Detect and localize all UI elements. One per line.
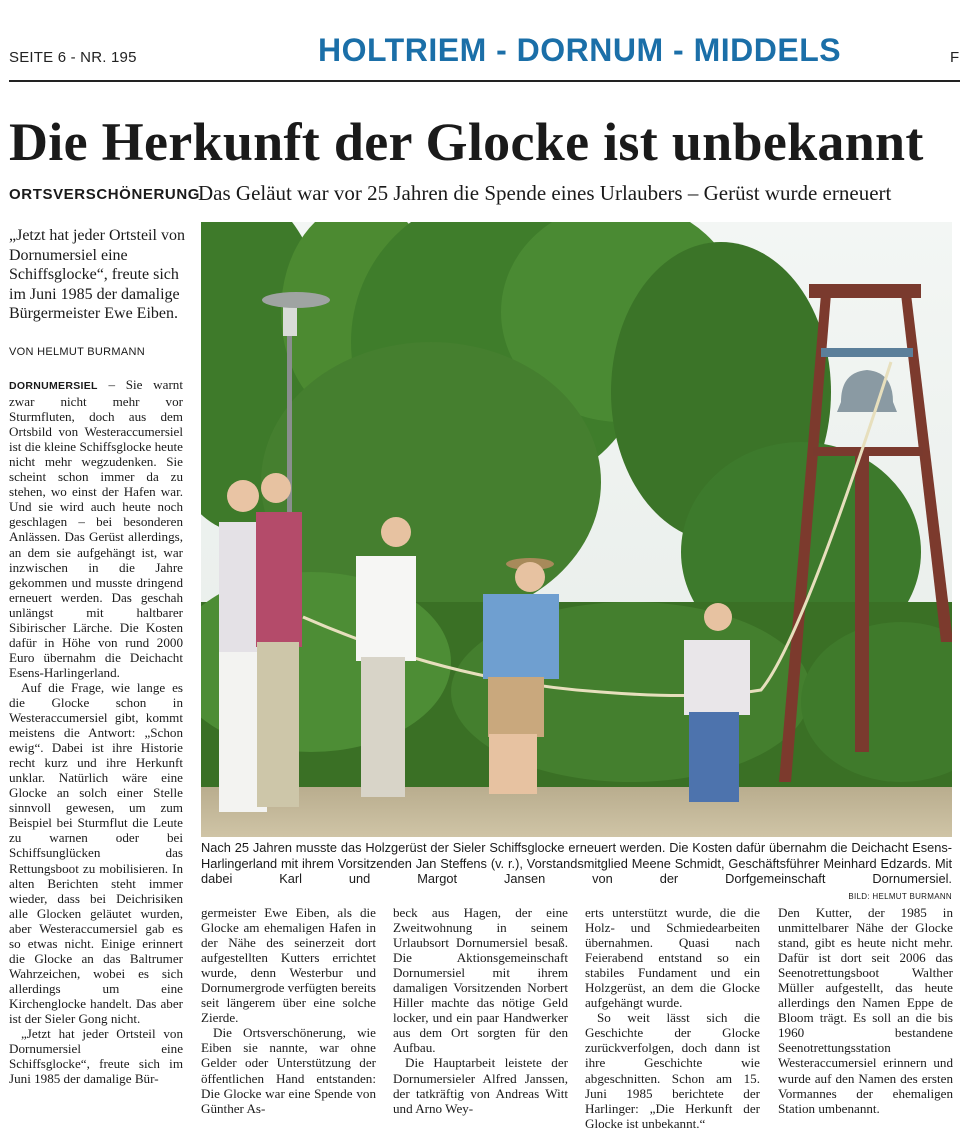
paragraph: beck aus Hagen, der eine Zweitwohnung in seinem Urlaubsort Dornumersiel besaß. Die Aktionsgemeinschaft Dornumersiel mit ihrem damaligen Vorsitzenden Norbert Hiller machte das nötige Geld locker, und ein paar Handwerker aus dem Ort sorgten für den Aufbau. xyxy=(393,905,568,1056)
paragraph: So weit lässt sich die Geschichte der Glocke zurückverfolgen, doch dann ist ihre Geschichte wie abgeschnitten. Schon am 15. Juni 1985 berichtete der Harlinger: „Die Herkunft der Glocke ist unbekannt.“ xyxy=(585,1010,760,1131)
photo-credit: BILD: HELMUT BURMANN xyxy=(848,891,952,901)
article-column-1 xyxy=(9,377,183,1086)
photo-caption xyxy=(201,840,952,904)
page-edge-letter: F xyxy=(950,49,960,66)
article-column-2 xyxy=(201,905,376,1116)
byline: VON HELMUT BURMANN xyxy=(9,346,145,358)
intro-quote: „Jetzt hat jeder Ortsteil von Dornumersiel eine Schiffsglocke“, freute sich im Juni 1985 der damalige Bürgermeister Ewe Eiben. xyxy=(9,227,185,322)
article-column-4 xyxy=(585,905,760,1131)
dateline: DORNUMERSIEL xyxy=(9,380,98,392)
paragraph: Den Kutter, der 1985 in unmittelbarer Nähe der Glocke stand, gibt es heute nicht mehr. Dafür ist dort seit 2006 das Seenotrettungsboot Walther Müller aufgestellt, das heute allerdings den Namen Eppe de Bloom trägt. Es soll an die bis 1960 bestandene Seenotrettungsstation Westeraccumersiel erinnern und wurde auf den Namen des ersten Vormannes der ehemaligen Station umbenannt. xyxy=(778,905,953,1116)
headline: Die Herkunft der Glocke ist unbekannt xyxy=(9,112,924,172)
article-column-5 xyxy=(778,905,953,1116)
paragraph: Auf die Frage, wie lange es die Glocke schon in Westeraccumersiel gibt, kommt meistens die Antwort: „Schon ewig“. Dabei ist ihre Historie recht kurz und ihre Herkunft unklar. Natürlich wäre eine Glocke an solch einer Stelle sinnvoll gewesen, um zum Beispiel bei Sturmflut die Leute zu warnen oder bei Schiffsunglücken das Rettungsboot zu mobilisieren. In alten Berichten steht immer wieder, dass bei Deichrisiken alle Glocken geläutet wurden, aber Westeraccumersiel gab es so etwas nicht. Einige erinnert die Glocke an das Baltrumer Wahrzeichen, wobei es sich allerdings um eine Kirchenglocke handelt. Das aber ist der Sieler Gong nicht. xyxy=(9,679,183,1026)
caption-text: Nach 25 Jahren musste das Holzgerüst der Sieler Schiffsglocke erneuert werden. Die Kosten dafür übernahm die Deichacht Esens-Harlingerland mit ihrem Vorsitzenden Jan Steffens (v. r.), Vorstandsmitglied Meene Schmidt, Geschäftsführer Meinhard Edzards. Mit dabei Karl und Margot Jansen von der Dorfgemeinschaft Dornumersiel. xyxy=(201,840,952,886)
paragraph: germeister Ewe Eiben, als die Glocke am ehemaligen Hafen in der Nähe des seinerzeit dort aufgestellten Kutters errichtet wurde, denn Westerbur und Dornumergrode verfügten bereits seit längerem über eine solche Zierde. xyxy=(201,905,377,1026)
paragraph: erts unterstützt wurde, die die Holz- und Schmiedearbeiten übernahmen. Quasi nach Feierabend entstand so ein stabiles Fundament und ein Holzgerüst, an dem die Glocke aufgehängt wurde. xyxy=(585,905,760,1011)
person xyxy=(256,473,302,807)
paragraph-text: – Sie warnt zwar nicht mehr vor Sturmfluten, doch aus dem Ortsbild von Westeraccumersiel ist die kleine Schiffsglocke heute nicht mehr wegzudenken. Sie scheint schon immer da zu stehen, wo einst der Hafen war. Und sie wird auch heute noch geschlagen – bei besonderen Anlässen. Das Gerüst allerdings, an dem sie aufgehängt ist, war inzwischen in die Jahre gekommen und musste dringend erneuert werden. Das geschah unlängst mit haltbarer Sibirischer Lärche. Die Kosten dafür in Höhe von rund 2000 Euro übernahm die Deichacht Esens-Harlingerland. xyxy=(9,377,183,680)
subheadline: Das Geläut war vor 25 Jahren die Spende eines Urlaubers – Gerüst wurde erneuert xyxy=(198,181,892,205)
header-rule xyxy=(9,80,960,82)
paragraph: Die Ortsverschönerung, wie Eiben sie nannte, war ohne Gelder oder Unterstützung der öffentlichen Hand entstanden: Die Glocke war eine Spende von Günther As- xyxy=(201,1025,376,1116)
kicker: ORTSVERSCHÖNERUNG xyxy=(9,186,201,203)
paragraph: Die Hauptarbeit leistete der Dornumersieler Alfred Janssen, der tatkräftig von Andreas Witt und Arno Wey- xyxy=(393,1055,568,1116)
paragraph xyxy=(9,377,183,680)
photo-illustration xyxy=(201,222,952,837)
page-meta: SEITE 6 - NR. 195 xyxy=(9,49,137,66)
section-title: HOLTRIEM - DORNUM - MIDDELS xyxy=(318,32,842,68)
article-photo xyxy=(201,222,952,837)
article-column-3 xyxy=(393,905,568,1116)
paragraph: „Jetzt hat jeder Ortsteil von Dornumersiel eine Schiffsglocke“, freute sich im Juni 1985 der damalige Bür- xyxy=(9,1026,183,1087)
